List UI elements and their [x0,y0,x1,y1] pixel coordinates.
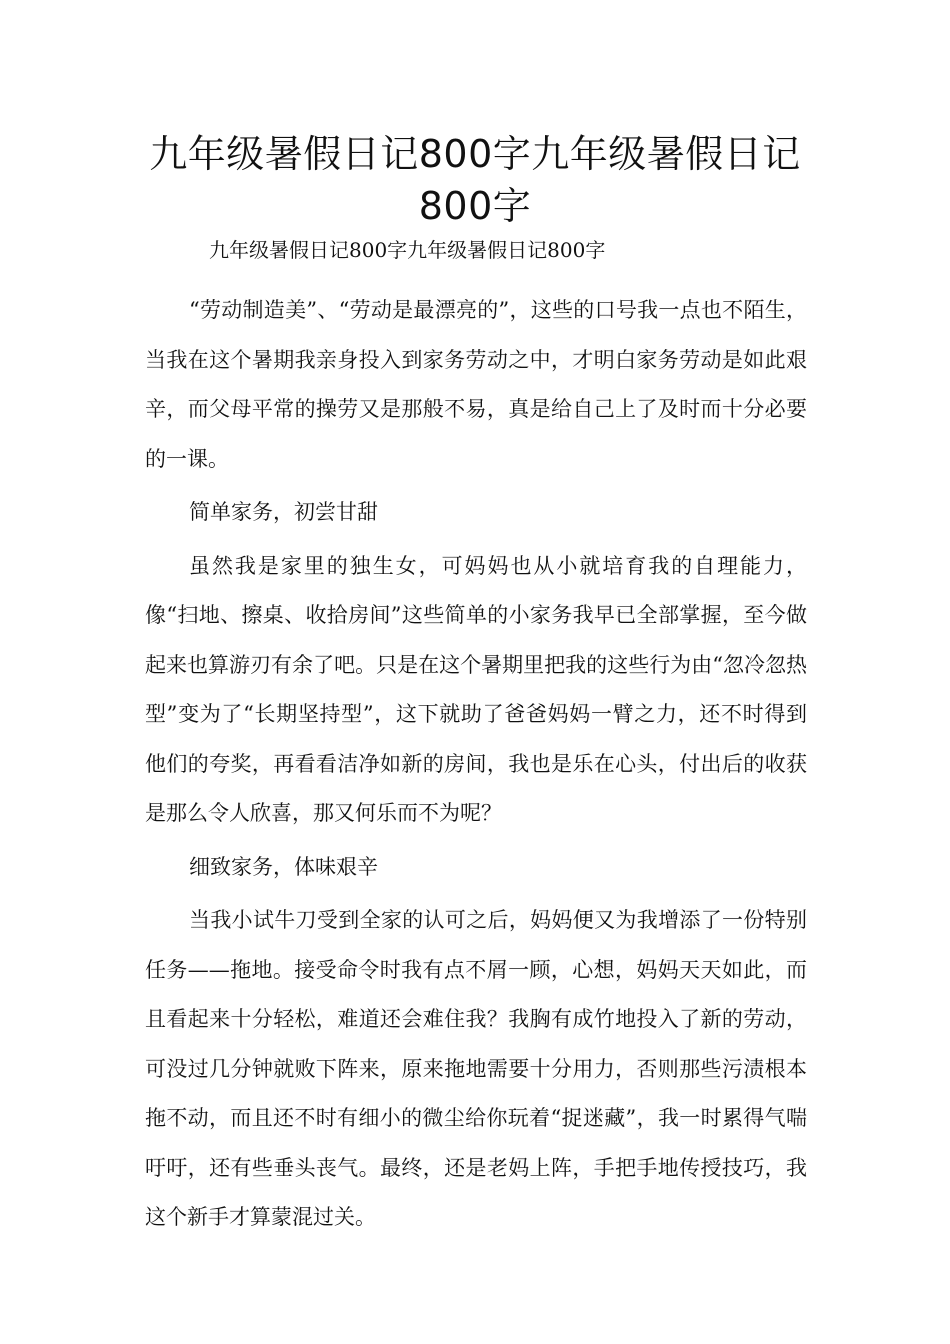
section-heading-simple-chores: 简单家务，初尝甘甜 [189,500,378,524]
document-subtitle: 九年级暑假日记800字九年级暑假日记800字 [209,238,606,262]
section-paragraph-detailed-chores: 当我小试牛刀受到全家的认可之后，妈妈便又为我增添了一份特别任务——拖地。接受命令时我有点不屑一顾，心想，妈妈天天如此，而且看起来十分轻松，难道还会难住我？我胸有成竹地投入了新的劳动，可没过几分钟就败下阵来，原来拖地需要十分用力，否则那些污渍根本拖不动，而且还不时有细小的微尘给你玩着“捉迷藏”，我一时累得气喘吁吁，还有些垂头丧气。最终，还是老妈上阵，手把手地传授技巧，我这个新手才算蒙混过关。 [145,908,807,1229]
document-title: 九年级暑假日记800字九年级暑假日记800字 [149,132,801,228]
document-body [145,228,807,1247]
intro-paragraph: “劳动制造美”、“劳动是最漂亮的”，这些的口号我一点也不陌生，当我在这个暑期我亲身投入到家务劳动之中，才明白家务劳动是如此艰辛，而父母平常的操劳又是那般不易，真是给自己上了及时而十分必要的一课。 [145,298,807,471]
section-heading-detailed-chores: 细致家务，体味艰辛 [189,854,378,879]
section-paragraph-simple-chores: 虽然我是家里的独生女，可妈妈也从小就培育我的自理能力，像“扫地、擦桌、收拾房间”这些简单的小家务我早已全部掌握，至今做起来也算游刃有余了吧。只是在这个暑期里把我的这些行为由“忽冷忽热型”变为了“长期坚持型”，这下就助了爸爸妈妈一臂之力，还不时得到他们的夸奖，再看看洁净如新的房间，我也是乐在心头，付出后的收获是那么令人欣喜，那又何乐而不为呢？ [145,553,807,825]
